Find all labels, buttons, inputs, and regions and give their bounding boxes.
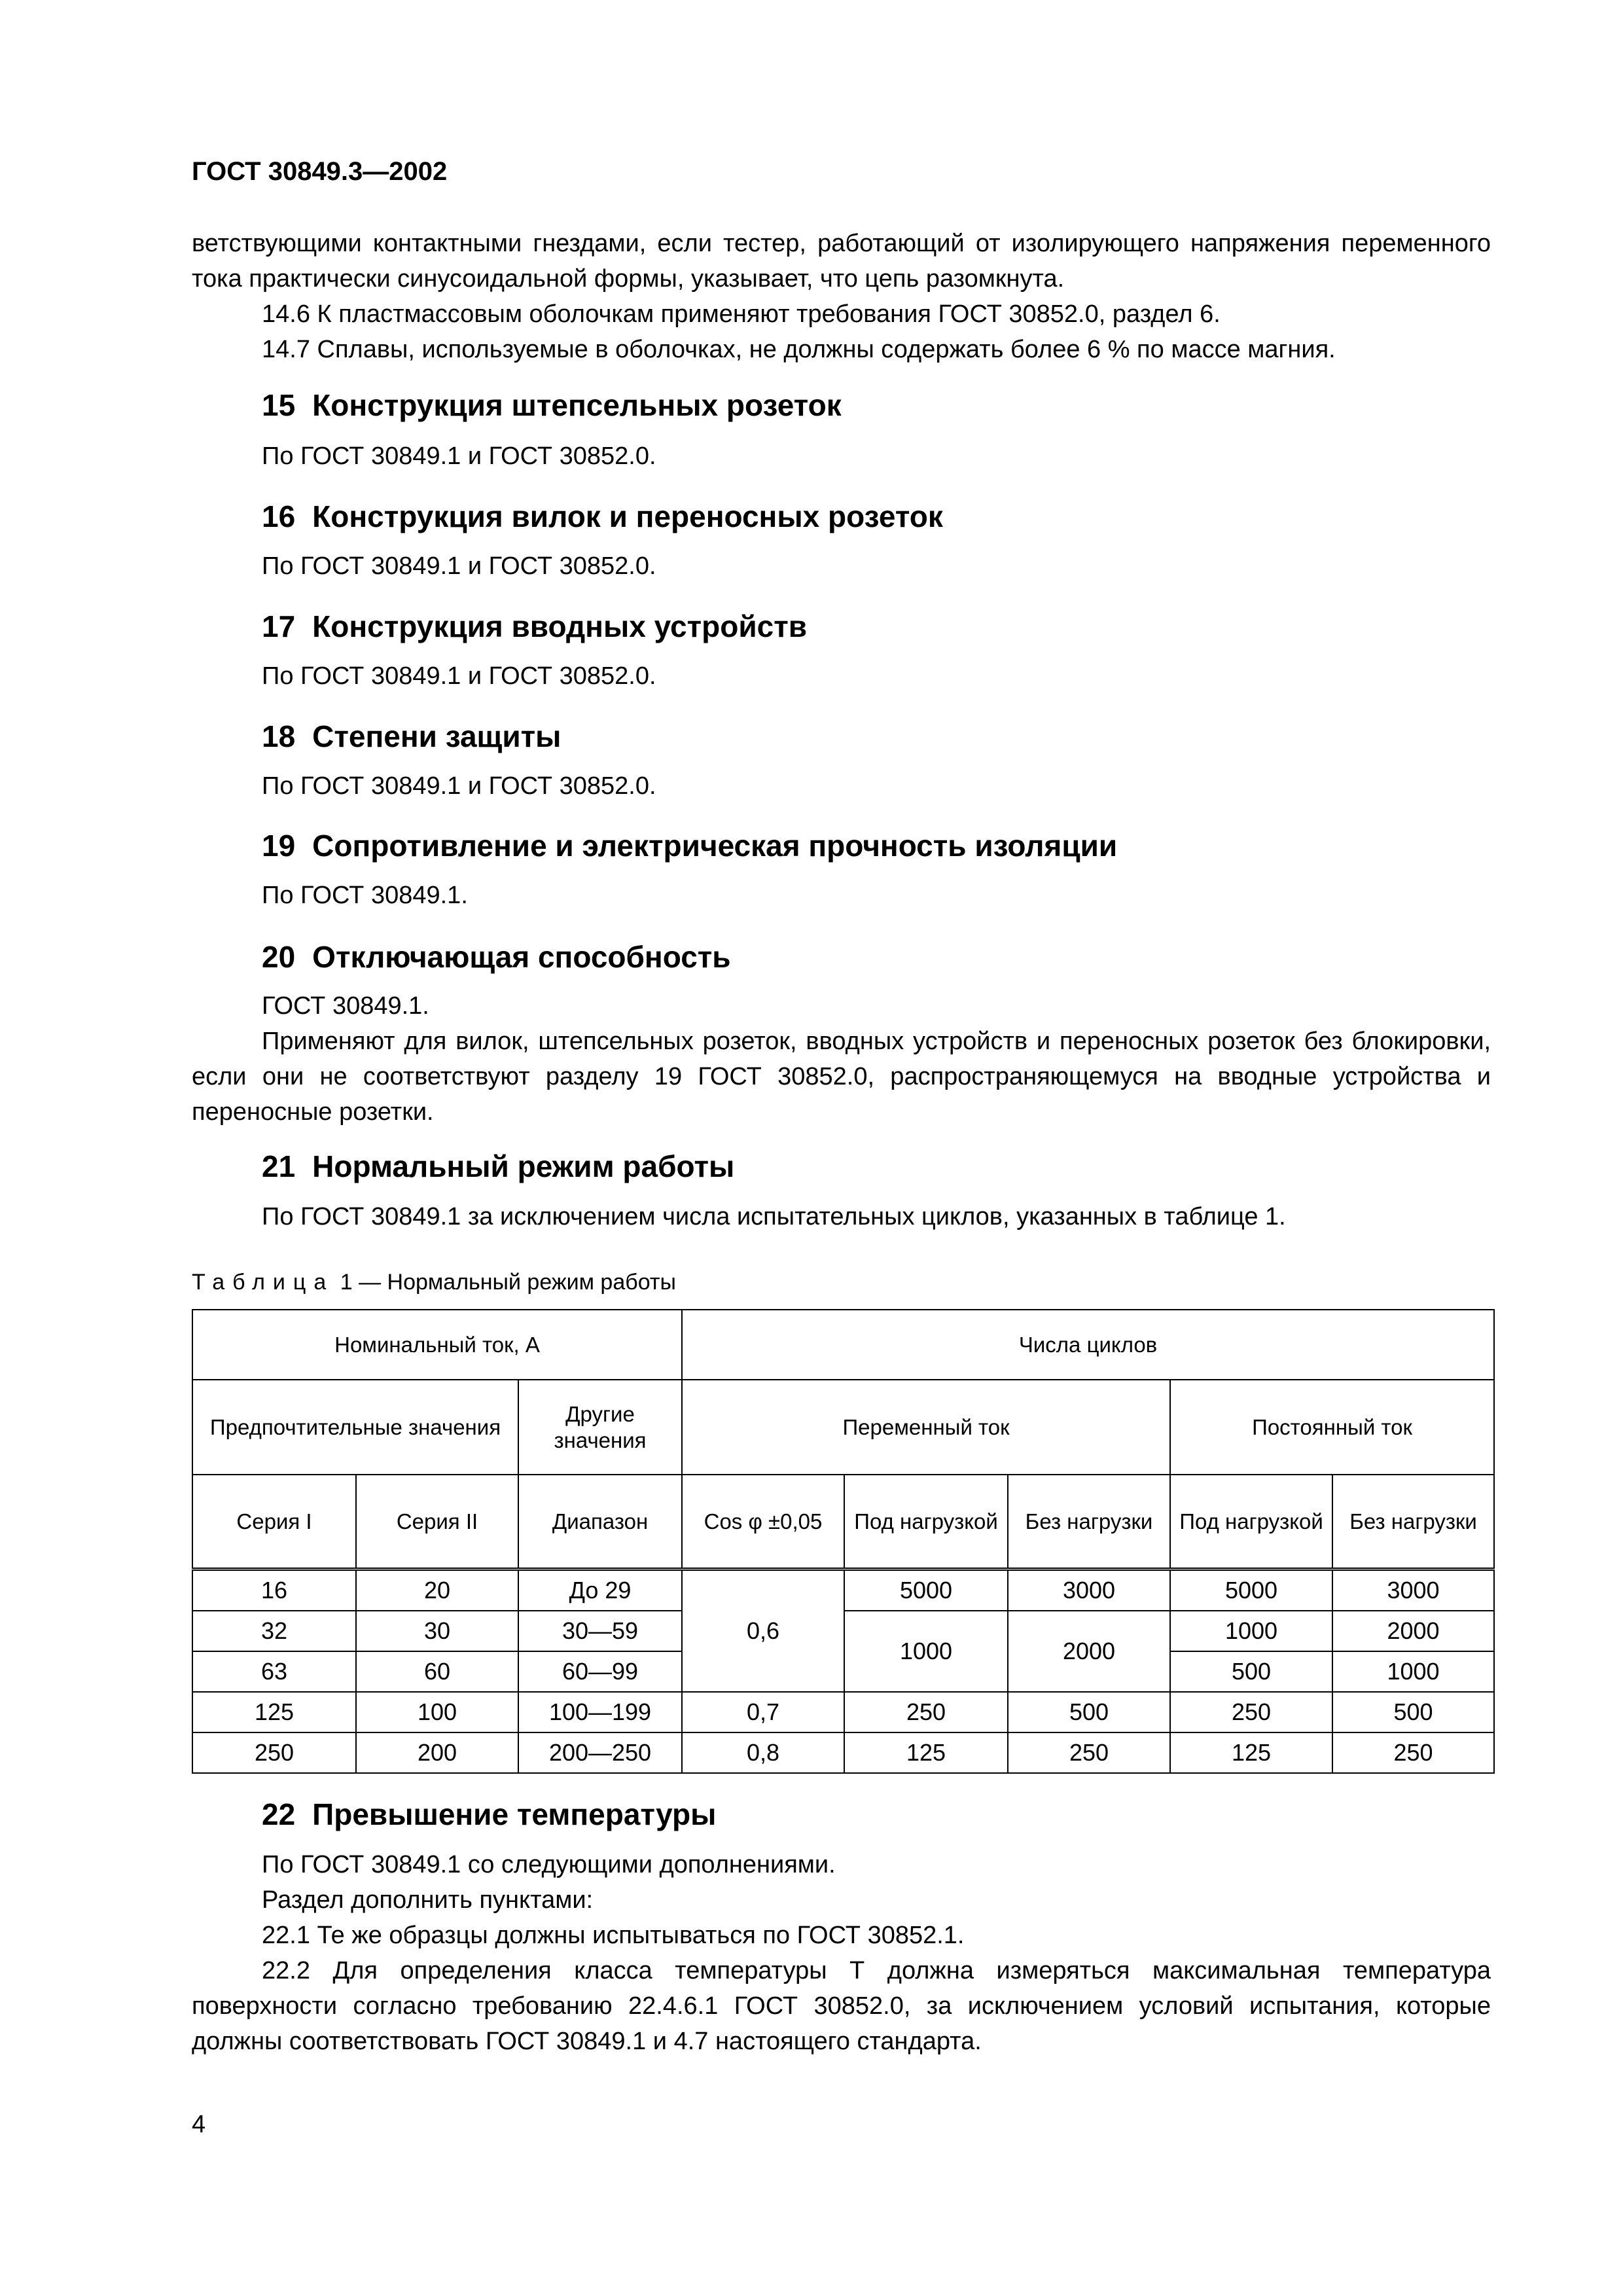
table-cell: 200—250 xyxy=(518,1732,682,1773)
table-cell: 60—99 xyxy=(518,1651,682,1692)
table-cell: 1000 xyxy=(1332,1651,1494,1692)
section-number: 21 xyxy=(262,1149,296,1183)
paragraph: По ГОСТ 30849.1 и ГОСТ 30852.0. xyxy=(262,772,656,800)
table-cell: 0,8 xyxy=(682,1732,844,1773)
section-body xyxy=(192,1847,1491,2059)
paragraph: По ГОСТ 30849.1 и ГОСТ 30852.0. xyxy=(262,552,656,580)
paragraph: Применяют для вилок, штепсельных розеток, вводных устройств и переносных розеток без блокировки, если они не соответствуют разделу 19 ГОСТ 30852.0, распространяющемуся на вводные устройства и переносные розетки. xyxy=(192,1028,1491,1126)
table-header-cell: Другие значения xyxy=(518,1380,682,1475)
table-cell: 20 xyxy=(356,1570,518,1611)
table-cell: 500 xyxy=(1008,1692,1170,1732)
section-heading xyxy=(262,499,943,534)
section-number: 17 xyxy=(262,609,296,643)
table-header-cell: Без нагрузки xyxy=(1332,1475,1494,1570)
section-title: Отключающая способность xyxy=(312,940,731,974)
table-header-cell: Серия II xyxy=(356,1475,518,1570)
table-cell: 30 xyxy=(356,1611,518,1651)
section-heading xyxy=(262,387,842,423)
paragraph: ГОСТ 30849.1. xyxy=(262,992,429,1020)
table-cell: 32 xyxy=(192,1611,356,1651)
section-body xyxy=(192,988,1491,1130)
table-header-cell: Числа циклов xyxy=(682,1310,1494,1380)
table-caption-text: 1 — Нормальный режим работы xyxy=(334,1270,676,1295)
table-cell: До 29 xyxy=(518,1570,682,1611)
table-cell: 16 xyxy=(192,1570,356,1611)
running-header: ГОСТ 30849.3—2002 xyxy=(192,157,448,186)
section-number: 18 xyxy=(262,719,296,753)
section-heading xyxy=(262,1797,716,1832)
paragraph: 22.2 Для определения класса температуры Т должна измеряться максимальная температура поверхности согласно требованию 22.4.6.1 ГОСТ 30852.0, за исключением условий испытания, которые должны соответствовать ГОСТ 30849.1 и 4.7 настоящего стандарта. xyxy=(192,1957,1491,2055)
section-body xyxy=(192,878,1491,913)
table-header-cell: Cos φ ±0,05 xyxy=(682,1475,844,1570)
table-cell: 63 xyxy=(192,1651,356,1692)
page-number: 4 xyxy=(192,2111,206,2138)
section-heading xyxy=(262,719,561,754)
table-cell: 125 xyxy=(192,1692,356,1732)
paragraph: 22.1 Те же образцы должны испытываться по ГОСТ 30852.1. xyxy=(262,1922,965,1949)
table-header-cell: Серия I xyxy=(192,1475,356,1570)
table-header-row xyxy=(192,1310,1494,1380)
section-title: Степени защиты xyxy=(312,719,562,753)
table-header-row xyxy=(192,1380,1494,1475)
paragraph: Раздел дополнить пунктами: xyxy=(262,1886,594,1914)
section-title: Конструкция вилок и переносных розеток xyxy=(312,499,943,533)
paragraph: По ГОСТ 30849.1 и ГОСТ 30852.0. xyxy=(262,442,656,470)
table-caption xyxy=(192,1270,676,1295)
section-title: Конструкция вводных устройств xyxy=(312,609,808,643)
table-cell: 500 xyxy=(1170,1651,1332,1692)
table-cell: 30—59 xyxy=(518,1611,682,1651)
table-header-cell: Под нагрузкой xyxy=(844,1475,1008,1570)
table-cell: 1000 xyxy=(844,1611,1008,1692)
table-header-cell: Диапазон xyxy=(518,1475,682,1570)
section-body xyxy=(192,1199,1491,1234)
table-cell: 250 xyxy=(844,1692,1008,1732)
table-row xyxy=(192,1732,1494,1773)
section-number: 15 xyxy=(262,388,296,422)
paragraph: 14.7 Сплавы, используемые в оболочках, не должны содержать более 6 % по массе магния. xyxy=(262,336,1336,363)
table-row xyxy=(192,1692,1494,1732)
table-cell: 250 xyxy=(192,1732,356,1773)
table-cell: 5000 xyxy=(844,1570,1008,1611)
section-number: 19 xyxy=(262,829,296,863)
table-header-cell: Без нагрузки xyxy=(1008,1475,1170,1570)
section-body xyxy=(192,439,1491,474)
table-cell: 5000 xyxy=(1170,1570,1332,1611)
table-header-row xyxy=(192,1475,1494,1570)
paragraph: По ГОСТ 30849.1 со следующими дополнениями. xyxy=(262,1851,836,1878)
section-title: Конструкция штепсельных розеток xyxy=(312,388,842,422)
section-body xyxy=(192,548,1491,584)
table-cell: 100—199 xyxy=(518,1692,682,1732)
section-body xyxy=(192,768,1491,804)
section-heading xyxy=(262,828,1117,863)
section-title: Сопротивление и электрическая прочность изоляции xyxy=(312,829,1118,863)
table-cell: 125 xyxy=(1170,1732,1332,1773)
table-cell: 60 xyxy=(356,1651,518,1692)
table-cell: 500 xyxy=(1332,1692,1494,1732)
table-cell: 250 xyxy=(1170,1692,1332,1732)
section-title: Нормальный режим работы xyxy=(312,1149,735,1183)
table-header-cell: Постоянный ток xyxy=(1170,1380,1494,1475)
table-caption-label: Таблица xyxy=(192,1270,334,1295)
table-cell: 125 xyxy=(844,1732,1008,1773)
paragraph: По ГОСТ 30849.1 и ГОСТ 30852.0. xyxy=(262,662,656,690)
table-cell: 100 xyxy=(356,1692,518,1732)
table-header-cell: Предпочтительные значения xyxy=(192,1380,518,1475)
intro-block xyxy=(192,226,1491,367)
table-cell: 250 xyxy=(1008,1732,1170,1773)
table-cell: 0,6 xyxy=(682,1570,844,1693)
section-number: 16 xyxy=(262,499,296,533)
section-heading xyxy=(262,609,807,644)
section-number: 20 xyxy=(262,940,296,974)
table-cell: 200 xyxy=(356,1732,518,1773)
table-cell: 2000 xyxy=(1008,1611,1170,1692)
table-header-cell: Номинальный ток, А xyxy=(192,1310,682,1380)
section-number: 22 xyxy=(262,1797,296,1831)
table-cell: 3000 xyxy=(1008,1570,1170,1611)
table-header-cell: Переменный ток xyxy=(682,1380,1170,1475)
paragraph: По ГОСТ 30849.1 за исключением числа испытательных циклов, указанных в таблице 1. xyxy=(262,1203,1286,1230)
table-header-cell: Под нагрузкой xyxy=(1170,1475,1332,1570)
paragraph: По ГОСТ 30849.1. xyxy=(262,882,468,909)
section-body xyxy=(192,658,1491,694)
table-cell: 3000 xyxy=(1332,1570,1494,1611)
section-heading xyxy=(262,1149,734,1184)
table-cell: 1000 xyxy=(1170,1611,1332,1651)
section-title: Превышение температуры xyxy=(312,1797,717,1831)
section-heading xyxy=(262,939,731,975)
table-cell: 2000 xyxy=(1332,1611,1494,1651)
paragraph: 14.6 К пластмассовым оболочкам применяют требования ГОСТ 30852.0, раздел 6. xyxy=(262,300,1221,328)
table-cell: 0,7 xyxy=(682,1692,844,1732)
table-cell: 250 xyxy=(1332,1732,1494,1773)
table-row xyxy=(192,1570,1494,1611)
cycles-table xyxy=(192,1309,1495,1774)
paragraph: ветствующими контактными гнездами, если тестер, работающий от изолирующего напряжения переменного тока практически синусоидальной формы, указывает, что цепь разомкнута. xyxy=(192,230,1491,293)
